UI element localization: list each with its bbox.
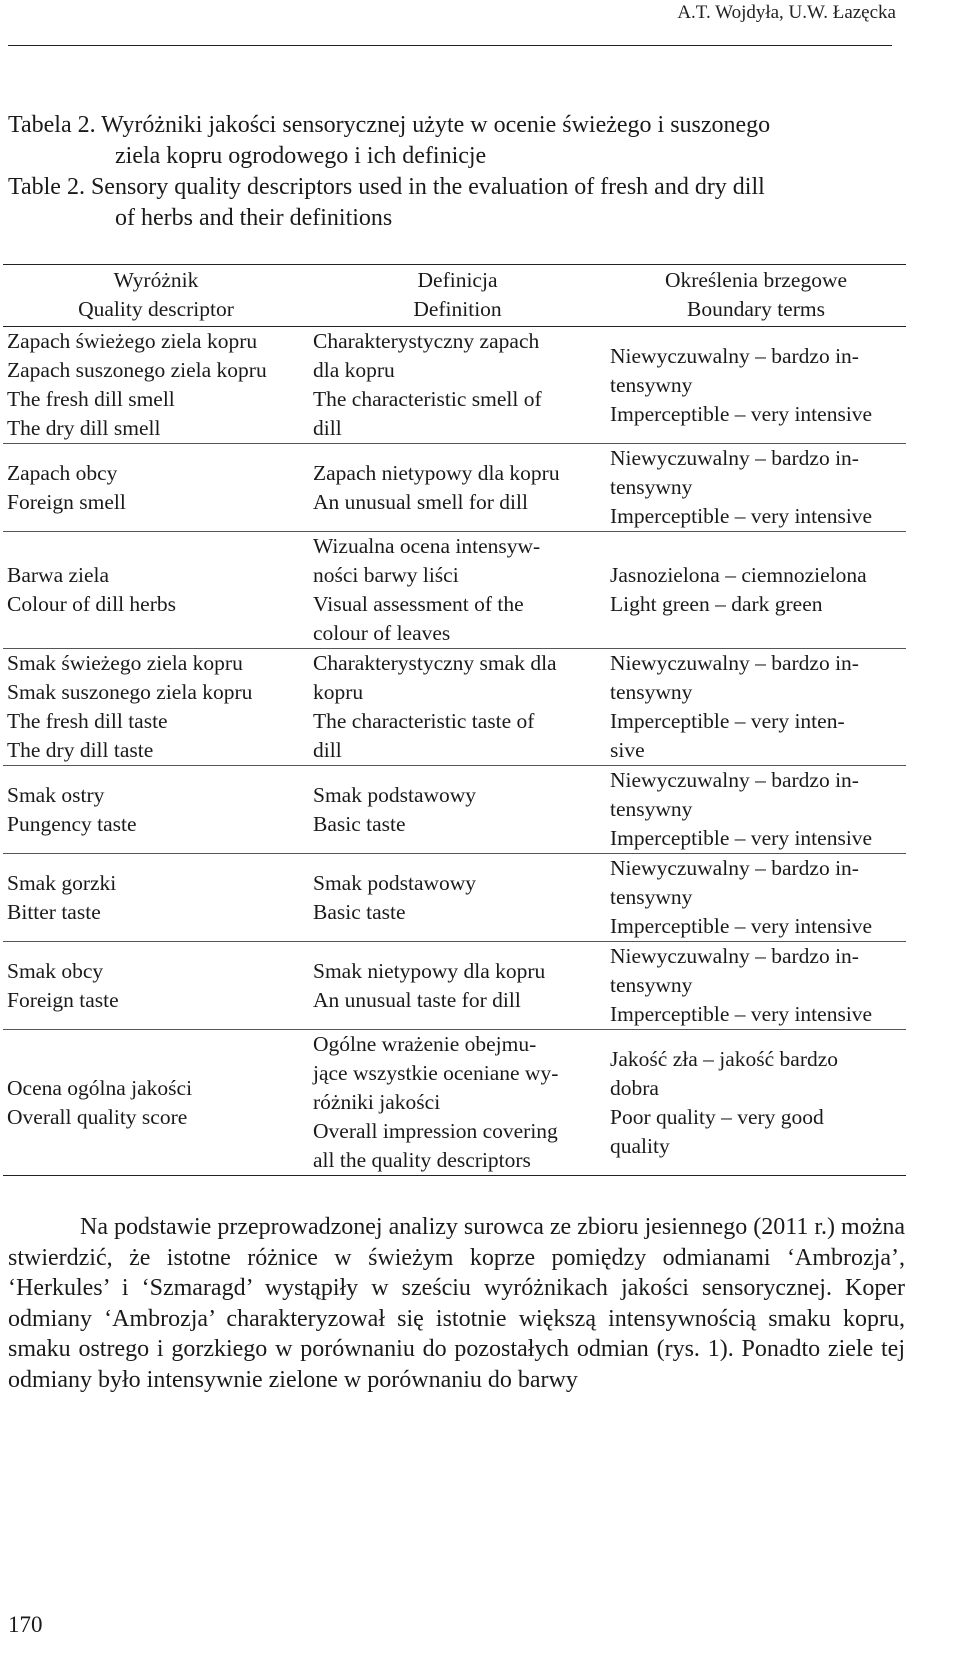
boundary-terms-line: tensywny [610, 372, 693, 397]
boundary-terms-line: tensywny [610, 973, 693, 997]
descriptor-cell [3, 854, 309, 942]
definition-cell [309, 1030, 606, 1176]
descriptor-cell [3, 532, 309, 649]
boundary-terms-line: Imperceptible – very intensive [610, 1002, 873, 1026]
descriptor-line: The dry dill smell [7, 416, 161, 440]
descriptor-line: Pungency taste [7, 811, 137, 836]
caption-en-line-1: Table 2. Sensory quality descriptors used in the evaluation of fresh and dry dill [8, 174, 765, 200]
definition-line: Visual assessment of the [313, 592, 524, 616]
definition-line: all the quality descriptors [313, 1148, 531, 1172]
header-descriptor-en: Quality descriptor [78, 297, 234, 321]
header-boundary-terms [606, 265, 906, 327]
boundary-terms-line: Jasnozielona – ciemnozielona [610, 563, 867, 587]
boundary-terms-line: tensywny [610, 475, 693, 499]
definition-line: Smak podstawowy [313, 782, 477, 807]
boundary-terms-line: Imperceptible – very intensive [610, 914, 873, 938]
descriptor-line: Foreign taste [7, 987, 119, 1012]
boundary-terms-cell [606, 532, 906, 649]
descriptor-line: Barwa ziela [7, 563, 110, 587]
boundary-terms-cell [606, 942, 906, 1030]
definition-line: ności barwy liści [313, 563, 459, 587]
definition-cell [309, 942, 606, 1030]
definition-line: różniki jakości [313, 1090, 441, 1114]
caption-pl-line-2: ziela kopru ogrodowego i ich definicje [115, 143, 487, 169]
table-row [3, 766, 906, 854]
boundary-terms-line: Light green – dark green [610, 592, 823, 616]
header-descriptor [3, 265, 309, 327]
descriptor-line: Ocena ogólna jakości [7, 1075, 193, 1100]
descriptor-line: Zapach suszonego ziela kopru [7, 358, 267, 382]
table-caption-polish [8, 110, 908, 172]
table-row [3, 942, 906, 1030]
definition-line: kopru [313, 680, 364, 704]
boundary-terms-line: quality [610, 1133, 670, 1158]
boundary-terms-line: Imperceptible – very intensive [610, 401, 873, 426]
table-header [3, 265, 906, 327]
header-descriptor-pl: Wyróżnik [113, 268, 199, 292]
boundary-terms-cell [606, 649, 906, 766]
descriptor-line: Overall quality score [7, 1104, 188, 1129]
table-row [3, 854, 906, 942]
caption-pl-line-1: Tabela 2. Wyróżniki jakości sensorycznej użyte w ocenie świeżego i suszonego [8, 112, 771, 138]
definition-cell [309, 766, 606, 854]
definition-line: Basic taste [313, 811, 406, 836]
descriptor-line: Foreign smell [7, 489, 126, 514]
boundary-terms-line: Niewyczuwalny – bardzo in- [610, 944, 859, 968]
descriptor-line: The dry dill taste [7, 738, 154, 762]
descriptor-cell [3, 649, 309, 766]
header-boundary-en: Boundary terms [687, 297, 825, 321]
definition-line: dill [313, 416, 342, 440]
header-definition-pl: Definicja [417, 268, 498, 292]
definition-line: Smak nietypowy dla kopru [313, 958, 546, 983]
running-header-authors: A.T. Wojdyła, U.W. Łazęcka [677, 2, 896, 23]
descriptors-table [3, 264, 906, 1176]
descriptor-line: Smak ostry [7, 782, 105, 807]
definition-line: colour of leaves [313, 621, 451, 645]
descriptor-cell [3, 444, 309, 532]
table-row [3, 532, 906, 649]
table-row [3, 1030, 906, 1176]
descriptor-line: The fresh dill smell [7, 387, 175, 411]
boundary-terms-cell [606, 766, 906, 854]
definition-line: dla kopru [313, 358, 395, 382]
caption-en-line-2: of herbs and their definitions [115, 205, 393, 231]
descriptor-line: Zapach świeżego ziela kopru [7, 329, 258, 353]
definition-line: An unusual taste for dill [313, 987, 521, 1012]
definition-line: Charakterystyczny smak dla [313, 651, 557, 675]
descriptor-cell [3, 1030, 309, 1176]
boundary-terms-cell [606, 854, 906, 942]
boundary-terms-line: Jakość zła – jakość bardzo [610, 1046, 839, 1071]
boundary-terms-line: tensywny [610, 885, 693, 909]
descriptor-line: Smak obcy [7, 958, 104, 983]
definition-line: Wizualna ocena intensyw- [313, 534, 541, 558]
page-number: 170 [8, 1612, 43, 1637]
descriptor-line: Smak gorzki [7, 870, 117, 895]
definition-line: The characteristic taste of [313, 709, 535, 733]
definition-line: Charakterystyczny zapach [313, 329, 540, 353]
boundary-terms-line: dobra [610, 1075, 659, 1100]
table-row [3, 327, 906, 444]
definition-cell [309, 532, 606, 649]
boundary-terms-line: Niewyczuwalny – bardzo in- [610, 651, 859, 675]
definition-line: An unusual smell for dill [313, 489, 528, 514]
body-paragraph: Na podstawie przeprowadzonej analizy surowca ze zbioru jesiennego (2011 r.) można stwierdzić, że istotne różnice w świeżym koprze pomiędzy odmianami ‘Ambrozja’, ‘Herkules’ i ‘Szmaragd’ wystąpiły w sześciu wyróżnikach jakości sensorycznej. Koper odmiany ‘Ambrozja’ charakteryzował się istotnie większą intensywnością smaku kopru, smaku ostrego i gorzkiego w porównaniu do pozostałych odmian (rys. 1). Ponadto ziele tej odmiany było intensywnie zielone w porównaniu do barwy [8, 1214, 905, 1393]
definition-cell [309, 327, 606, 444]
definition-line: Overall impression covering [313, 1119, 558, 1143]
definition-cell [309, 649, 606, 766]
definition-cell [309, 444, 606, 532]
descriptor-line: Smak świeżego ziela kopru [7, 651, 243, 675]
definition-line: dill [313, 738, 342, 762]
header-boundary-pl: Określenia brzegowe [664, 268, 848, 292]
definition-line: Zapach nietypowy dla kopru [313, 460, 560, 485]
boundary-terms-cell [606, 327, 906, 444]
definition-line: Basic taste [313, 899, 406, 924]
boundary-terms-line: tensywny [610, 797, 693, 821]
definition-line: jące wszystkie oceniane wy- [313, 1061, 559, 1085]
boundary-terms-line: Poor quality – very good [610, 1104, 824, 1129]
descriptor-cell [3, 942, 309, 1030]
boundary-terms-line: Niewyczuwalny – bardzo in- [610, 768, 859, 792]
descriptor-line: Bitter taste [7, 899, 101, 924]
boundary-terms-line: sive [610, 738, 645, 762]
table-caption-english [8, 172, 908, 234]
boundary-terms-line: Imperceptible – very inten- [610, 709, 845, 733]
boundary-terms-line: Niewyczuwalny – bardzo in- [610, 343, 859, 368]
descriptor-line: Zapach obcy [7, 460, 118, 485]
boundary-terms-cell [606, 1030, 906, 1176]
boundary-terms-cell [606, 444, 906, 532]
table-row [3, 444, 906, 532]
descriptor-cell [3, 766, 309, 854]
descriptor-line: Smak suszonego ziela kopru [7, 680, 253, 704]
descriptor-line: The fresh dill taste [7, 709, 168, 733]
header-definition [309, 265, 606, 327]
definition-cell [309, 854, 606, 942]
header-rule [8, 45, 892, 46]
boundary-terms-line: Imperceptible – very intensive [610, 826, 873, 850]
table-row [3, 649, 906, 766]
definition-line: The characteristic smell of [313, 387, 542, 411]
boundary-terms-line: Imperceptible – very intensive [610, 504, 873, 528]
descriptor-cell [3, 327, 309, 444]
boundary-terms-line: Niewyczuwalny – bardzo in- [610, 446, 859, 470]
header-definition-en: Definition [413, 297, 502, 321]
boundary-terms-line: tensywny [610, 680, 693, 704]
table-body [3, 327, 906, 1176]
definition-line: Smak podstawowy [313, 870, 477, 895]
boundary-terms-line: Niewyczuwalny – bardzo in- [610, 856, 859, 880]
descriptor-line: Colour of dill herbs [7, 592, 176, 616]
definition-line: Ogólne wrażenie obejmu- [313, 1032, 537, 1056]
